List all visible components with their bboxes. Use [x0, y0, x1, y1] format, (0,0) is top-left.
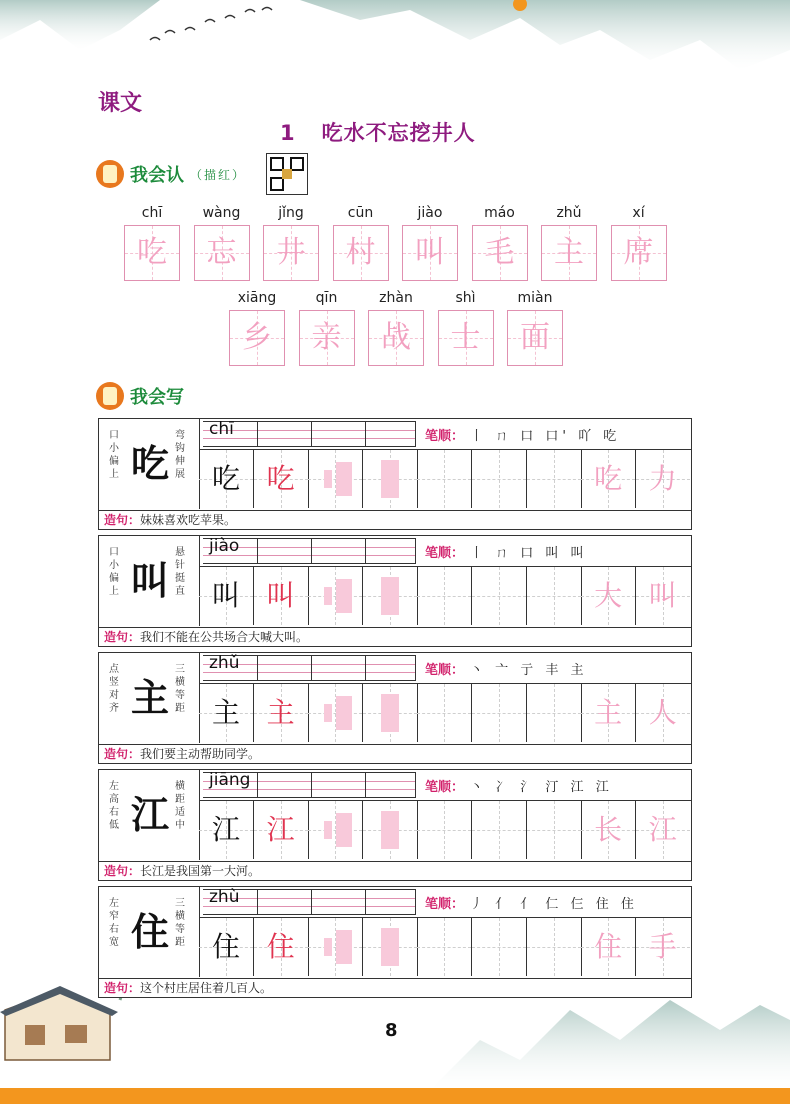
- recognize-char-cell: [541, 204, 597, 281]
- grid-cell[interactable]: [527, 450, 582, 508]
- example-char: 叫: [211, 579, 240, 612]
- word-char: 江: [648, 813, 677, 846]
- recognize-char-cell: [611, 204, 667, 281]
- pinyin: máo: [484, 205, 515, 221]
- recognize-header: [96, 158, 308, 190]
- section-title: 课文: [98, 91, 143, 116]
- grid-cell[interactable]: [254, 450, 309, 508]
- recognize-char-cell: [507, 289, 563, 366]
- model-char: 叫: [130, 559, 169, 603]
- pinyin: xí: [632, 205, 645, 221]
- pinyin: zhǔ: [556, 205, 582, 221]
- trace-char-red: 江: [266, 813, 295, 846]
- recognize-char-cell: [368, 289, 424, 366]
- grid-cell[interactable]: [363, 450, 418, 508]
- right-tip: 三横等距: [175, 664, 185, 714]
- model-char: 江: [130, 793, 169, 837]
- pinyin: miàn: [517, 290, 553, 306]
- sentence-line: 造句：我们不能在公共场合大喊大叫。: [99, 627, 691, 646]
- grid-cell[interactable]: [472, 567, 527, 625]
- tracing-box: [611, 225, 667, 281]
- right-tip: 三横等距: [175, 898, 185, 948]
- grid-cell[interactable]: [199, 918, 254, 976]
- grid-cell[interactable]: [581, 918, 636, 976]
- tracing-box: [299, 310, 355, 366]
- trace-char: 战: [381, 320, 411, 355]
- grid-cell[interactable]: [636, 918, 690, 976]
- tracing-box: [507, 310, 563, 366]
- example-sentence: 我们不能在公共场合大喊大叫。: [140, 630, 309, 644]
- example-char: 江: [211, 813, 240, 846]
- trace-char-red: 叫: [266, 579, 295, 612]
- trace-char: 忘: [206, 235, 237, 270]
- word-char: 叫: [648, 579, 677, 612]
- word-char: 力: [648, 462, 677, 495]
- write-label: 我会写: [130, 387, 184, 408]
- pinyin: jiào: [417, 205, 443, 221]
- stroke-sequence: 丨 ㄇ 口 口' 吖 吃: [470, 429, 621, 444]
- tracing-box: [402, 225, 458, 281]
- example-sentence: 长江是我国第一大河。: [140, 864, 261, 878]
- tracing-box: [541, 225, 597, 281]
- stroke-order: 笔顺： 丶 冫 氵 汀 江 江: [425, 780, 613, 795]
- recognize-char-cell: [402, 204, 458, 281]
- grid-cell[interactable]: [417, 684, 472, 742]
- grid-cell[interactable]: [199, 450, 254, 508]
- pinyin: jiāng: [209, 770, 251, 790]
- pinyin-lines: [203, 538, 415, 564]
- writing-grid: [199, 449, 691, 508]
- grid-cell[interactable]: [254, 918, 309, 976]
- model-char: 住: [130, 910, 169, 954]
- right-tip: 弯钩伸展: [175, 430, 185, 480]
- grid-cell[interactable]: [363, 567, 418, 625]
- lesson-name: 吃水不忘挖井人: [321, 121, 476, 145]
- grid-cell[interactable]: [363, 801, 418, 859]
- grid-cell[interactable]: [417, 801, 472, 859]
- pinyin-lines: [203, 772, 415, 798]
- grid-cell[interactable]: [199, 684, 254, 742]
- grid-cell[interactable]: [581, 567, 636, 625]
- trace-char: 主: [554, 235, 584, 270]
- tracing-box: [472, 225, 528, 281]
- pinyin-lines: [203, 421, 415, 447]
- recognize-char-cell: [194, 204, 250, 281]
- right-tip: 悬针挺直: [175, 547, 185, 597]
- grid-cell[interactable]: [527, 918, 582, 976]
- tracing-box: [229, 310, 285, 366]
- grid-cell[interactable]: [308, 801, 363, 859]
- word-char: 手: [648, 930, 677, 963]
- pinyin: chī: [141, 205, 163, 221]
- trace-char: 乡: [242, 320, 272, 355]
- trace-char-red: 住: [266, 930, 295, 963]
- tracing-box: [194, 225, 250, 281]
- grid-cell[interactable]: [472, 684, 527, 742]
- example-sentence: 我们要主动帮助同学。: [140, 747, 261, 761]
- recognize-char-cell: [438, 289, 494, 366]
- pinyin: chī: [209, 419, 234, 439]
- pinyin: zhǔ: [209, 653, 240, 673]
- grid-cell[interactable]: [308, 684, 363, 742]
- pinyin: zhàn: [379, 290, 413, 306]
- grid-cell[interactable]: [417, 450, 472, 508]
- left-tip: 左窄右宽: [109, 898, 119, 948]
- word-char: 大: [594, 579, 623, 612]
- stroke-sequence: 丨 ㄇ 口 叫 叫: [470, 546, 588, 561]
- left-tip: 左高右低: [109, 781, 119, 831]
- tracing-box: [263, 225, 319, 281]
- word-char: 吃: [594, 462, 623, 495]
- word-char: 住: [594, 930, 623, 963]
- trace-char: 井: [276, 235, 306, 270]
- model-char-area: [99, 653, 200, 743]
- trace-char: 吃: [137, 235, 167, 270]
- word-char: 长: [594, 813, 623, 846]
- recognize-char-cell: [299, 289, 355, 366]
- trace-char: 面: [520, 320, 550, 355]
- grid-cell[interactable]: [254, 567, 309, 625]
- grid-cell[interactable]: [472, 801, 527, 859]
- example-char: 主: [211, 696, 240, 729]
- pen-icon: [96, 382, 124, 410]
- grid-cell[interactable]: [417, 918, 472, 976]
- recognize-char-cell: [124, 204, 180, 281]
- grid-cell[interactable]: [308, 567, 363, 625]
- grid-cell[interactable]: [363, 684, 418, 742]
- recognize-label: 我会认: [130, 165, 184, 186]
- grid-cell[interactable]: [636, 801, 690, 859]
- writing-grid: [199, 917, 691, 976]
- stroke-order: 笔顺： 丨 ㄇ 口 叫 叫: [425, 546, 588, 561]
- tracing-box: [333, 225, 389, 281]
- grid-cell[interactable]: [254, 801, 309, 859]
- left-tip: 点竖对齐: [109, 664, 119, 714]
- grid-cell[interactable]: [527, 567, 582, 625]
- pinyin: qīn: [315, 290, 338, 306]
- write-header: [96, 380, 184, 412]
- word-char: 人: [648, 696, 677, 729]
- trace-char: 村: [345, 235, 376, 270]
- model-char-area: [99, 419, 200, 509]
- tracing-box: [368, 310, 424, 366]
- grid-cell[interactable]: [472, 918, 527, 976]
- pinyin-lines: [203, 889, 415, 915]
- grid-cell[interactable]: [581, 450, 636, 508]
- pinyin: wàng: [202, 205, 241, 221]
- stroke-sequence: 丶 冫 氵 汀 江 江: [470, 780, 613, 795]
- qr-code-icon[interactable]: [266, 153, 308, 195]
- example-char: 住: [211, 930, 240, 963]
- pinyin: jǐng: [278, 205, 304, 221]
- writing-practice-block: [98, 535, 692, 647]
- pinyin: cūn: [347, 205, 374, 221]
- stroke-sequence: 丿 亻 亻 仁 仨 住 住: [470, 897, 638, 912]
- sentence-line: 造句：我们要主动帮助同学。: [99, 744, 691, 763]
- right-tip: 横距适中: [175, 781, 185, 831]
- tracing-box: [438, 310, 494, 366]
- model-char-area: [99, 770, 200, 860]
- writing-practice-block: [98, 652, 692, 764]
- trace-char-red: 主: [266, 696, 295, 729]
- model-char: 主: [130, 676, 169, 720]
- stroke-sequence: 丶 亠 亍 丰 主: [470, 663, 588, 678]
- trace-char-red: 吃: [266, 462, 295, 495]
- stroke-order: 笔顺： 丿 亻 亻 仁 仨 住 住: [425, 897, 638, 912]
- model-char-area: [99, 887, 200, 977]
- pinyin: shì: [455, 290, 476, 306]
- trace-char: 亲: [311, 320, 342, 355]
- trace-char: 席: [623, 235, 654, 270]
- recognize-char-cell: [263, 204, 319, 281]
- word-char: 主: [594, 696, 623, 729]
- tracing-box: [124, 225, 180, 281]
- grid-cell[interactable]: [527, 801, 582, 859]
- stroke-order: 笔顺： 丨 ㄇ 口 口' 吖 吃: [425, 429, 621, 444]
- model-char-area: [99, 536, 200, 626]
- page-number: 8: [385, 1020, 398, 1041]
- recognize-char-cell: [472, 204, 528, 281]
- grid-cell[interactable]: [254, 684, 309, 742]
- lesson-number: 1: [280, 121, 296, 145]
- sentence-line: 造句：长江是我国第一大河。: [99, 861, 691, 880]
- model-char: 吃: [130, 442, 169, 486]
- recognize-char-cell: [333, 204, 389, 281]
- grid-cell[interactable]: [636, 684, 690, 742]
- trace-char: 毛: [484, 235, 515, 270]
- grid-cell[interactable]: [363, 918, 418, 976]
- writing-grid: [199, 683, 691, 742]
- grid-cell[interactable]: [308, 918, 363, 976]
- grid-cell[interactable]: [527, 684, 582, 742]
- grid-cell[interactable]: [636, 567, 690, 625]
- pencil-icon: [96, 160, 124, 188]
- grid-cell[interactable]: [581, 684, 636, 742]
- writing-grid: [199, 566, 691, 625]
- grid-cell[interactable]: [199, 567, 254, 625]
- grid-cell[interactable]: [199, 801, 254, 859]
- grid-cell[interactable]: [308, 450, 363, 508]
- trace-char: 士: [450, 320, 481, 355]
- left-tip: 口小偏上: [109, 547, 119, 597]
- pinyin: jiào: [209, 536, 240, 556]
- trace-char: 叫: [415, 235, 445, 270]
- writing-grid: [199, 800, 691, 859]
- sentence-line: 造句：这个村庄居住着几百人。: [99, 978, 691, 997]
- sentence-line: 造句：妹妹喜欢吃苹果。: [99, 510, 691, 529]
- grid-cell[interactable]: [581, 801, 636, 859]
- pinyin-lines: [203, 655, 415, 681]
- example-sentence: 这个村庄居住着几百人。: [140, 981, 273, 995]
- example-char: 吃: [211, 462, 240, 495]
- writing-practice-block: [98, 769, 692, 881]
- recognize-char-cell: [229, 289, 285, 366]
- grid-cell[interactable]: [636, 450, 690, 508]
- example-sentence: 妹妹喜欢吃苹果。: [140, 513, 237, 527]
- recognize-note: （描红）: [190, 167, 247, 182]
- left-tip: 口小偏上: [109, 430, 119, 480]
- grid-cell[interactable]: [472, 450, 527, 508]
- lesson-title: [280, 117, 476, 147]
- writing-practice-block: [98, 886, 692, 998]
- grid-cell[interactable]: [417, 567, 472, 625]
- pinyin: xiāng: [237, 290, 277, 306]
- writing-practice-block: [98, 418, 692, 530]
- stroke-order: 笔顺： 丶 亠 亍 丰 主: [425, 663, 588, 678]
- pinyin: zhù: [209, 887, 240, 907]
